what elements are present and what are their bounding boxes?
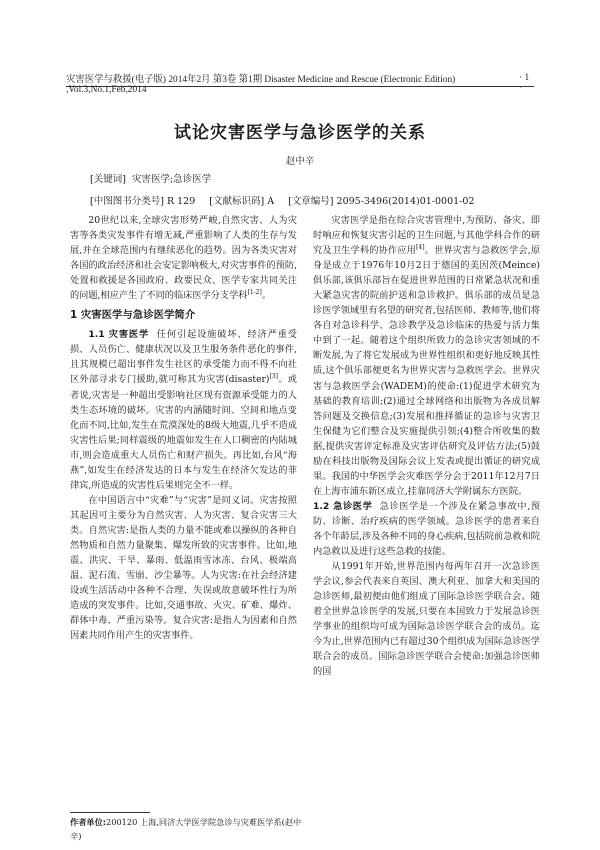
affiliation-label: 作者单位: (70, 817, 107, 827)
page-number: · 1 · (519, 73, 530, 93)
footnote-rule (70, 812, 150, 813)
citation: [4] (416, 244, 425, 252)
subsection-heading: 1.2 急诊医学 (313, 500, 373, 512)
clc-value: R 129 (166, 196, 196, 207)
subsection-heading: 1.1 灾害医学 (88, 329, 150, 341)
emergency-medicine-paragraph: 1.2 急诊医学 急诊医学是一个涉及在紧急事故中,预防、诊断、治疗疾病的医学领域。急诊医学的患者来自各个年龄层,涉及各种不同的身心疾病,包括院前急救和院内急救以及进行这些急救的技能。 (313, 500, 541, 558)
citation: [1-2] (247, 289, 262, 297)
clc-label: [中图图书分类号] (90, 196, 164, 207)
disaster-medicine-paragraph: 1.1 灾害医学 任何引起设施破坏、经济严重受损、人员伤亡、健康状况以及卫生服务条件恶化的事件,且其规模已超出事件发生社区的承受能力而不得不向社区外部寻求专门援助,就可称其为灾害(disaster)[3]。或者说,灾害是一种超出受影响社区现有资源承受能力的人类生态环境的破坏。灾害的内涵随时间、空间和地点变化而不同,比如,发生在荒漠深处的8级大地震,几乎不造成灾害性后果;同样震级的地震如发生在人口稠密的内陆城市,则会造成重大人员伤亡和财产损失。再比如,台风“海燕”,如发生在经济发达的日本与发生在经济欠发达的菲律宾,所造成的灾害性后果则完全不一样。 (70, 329, 297, 491)
doc-code-label: [文献标识码] (209, 196, 265, 207)
author-affiliation (70, 815, 302, 843)
left-column (70, 213, 297, 643)
journal-citation: 灾害医学与救援(电子版) 2014年2月 第3卷 第1期 Disaster Medicine and Rescue (Electronic Edition) ,Vol.3,No.1,Feb,2014 (66, 75, 456, 95)
wadem-paragraph: 灾害医学是指在综合灾害管理中,为预防、备灾、即时响应和恢复灾害引起的卫生问题,与其他学科合作的研究及卫生学科的协作应用[4]。世界灾害与急救医学会,原身是成立于1976年10月2日于德国的美因茨(Meince)俱乐部,该俱乐部旨在促进世界范围的日常紧急状况和重大紧急灾害的院前护送和急诊救护。俱乐部的成员是急诊医学领域里有名望的研究者,包括医师、教师等,他们将各自对急诊科学、急诊教学及急诊临床的热爱与活力集中到了一起。随着这个组织所致力的急诊灾害领域的不断发展,为了将它发展成为世界性组织和更好地反映其性质,这个俱乐部便更名为世界灾害与急救医学会。世界灾害与急救医学会(WADEM)的使命:(1)促进学术研究为基础的教育培训;(2)通过全球网络和出版物为各成员解答问题及交换信息;(3)发展和推择循证的急诊与灾害卫生保健为它们整合及实施提供引领;(4)整合所收集的数据,提供灾害评定标准及灾害评估研究及评估方法;(5)鼓励在科技出版物及国际会议上发表或提出循证的研究成果。我国的中华医学会灾难医学分会于2011年12月7日在上海市浦东新区成立,挂靠同济大学附属东方医院。 (313, 215, 541, 497)
doc-code-value: A (267, 196, 275, 207)
author-name: 赵中辛 (285, 156, 315, 167)
ifem-paragraph: 从1991年开始,世界范围内每两年召开一次急诊医学会议,参会代表来自英国、澳大利亚、加拿大和美国的急诊医师,最初便由他们组成了国际急诊医学联合会。随着全世界急诊医学的发展,只要在本国致力于发展急诊医学事业的组织均可成为国际急诊医学联合会的成员。迄今为止,世界范围内已有超过30个组织成为国际急诊医学联合会的成员。国际急诊医学联合会使命:加强急诊医师的国 (313, 561, 540, 678)
keywords-label: [关键词] (90, 174, 126, 185)
article-number-label: [文章编号] (288, 196, 334, 207)
article-meta (90, 193, 474, 207)
affiliation-text: 200120 上海,同济大学医学院急诊与灾难医学系(赵中辛) (70, 817, 302, 841)
right-column (313, 213, 540, 679)
article-title: 试论灾害医学与急诊医学的关系 (174, 123, 426, 143)
header-rule (66, 86, 534, 87)
intro-paragraph: 20世纪以来,全球灾害形势严峻,自然灾害、人为灾害等各类灾发事件有增无减,严重影响了人类的生存与发展,并在全球范围内有继续恶化的趋势。因为各类灾害对各国的政治经济和社会安定影响极大,对灾害事件的预防,处置和救援是各国政府、政要民众、医学专家共同关注的问题,相应产生了不同的临床医学分支学科[1-2]。 (70, 215, 297, 302)
disaster-types-paragraph: 在中国语言中“灾难”与“灾害”是同义词。灾害按照其起因可主要分为自然灾害、人为灾害、复合灾害三大类。自然灾害:是指人类的力量不能或难以操纵的各种自然物质和自然力量聚集、爆发所致的灾害事件。比如,地震、洪灾、干旱、暴雨、低温雨雪冰冻、台风、极端高温、泥石流、雪崩、沙尘暴等。人为灾害:在社会经济建设或生活活动中各种不合理、失误或故意破坏性行为所造成的突发事件。比如,交通事故、火灾、矿难、爆炸、群体中毒、严重污染等。复合灾害:是指人为因素和自然因素共同作用产生的灾害事件。 (70, 494, 297, 642)
section-heading: 1 灾害医学与急诊医学简介 (70, 309, 196, 322)
keywords-value: 灾害医学;急诊医学 (131, 174, 212, 185)
keywords (90, 171, 211, 185)
running-header (66, 71, 534, 95)
article-number-value: 2095-3496(2014)01-0001-02 (336, 196, 475, 207)
citation: [3] (269, 373, 279, 381)
